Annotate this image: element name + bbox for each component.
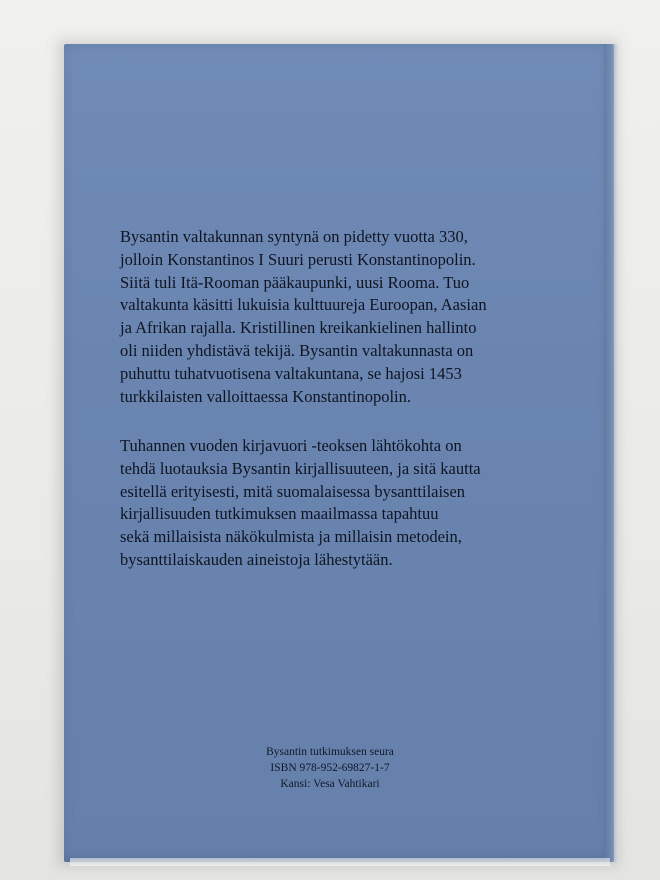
isbn-number: ISBN 978-952-69827-1-7 — [270, 762, 390, 774]
paragraph-line: esitellä erityisesti, mitä suomalaisessa bysanttilaisen — [120, 481, 466, 501]
paragraph-line: tehdä luotauksia Bysantin kirjallisuuteen, ja sitä kautta — [120, 458, 481, 478]
paragraph-line: oli niiden yhdistävä tekijä. Bysantin valtakunnasta on — [120, 340, 474, 360]
paragraph-line: puhuttu tuhatvuotisena valtakuntana, se hajosi 1453 — [120, 363, 462, 383]
paragraph-line: Siitä tuli Itä-Rooman pääkaupunki, uusi Rooma. Tuo — [120, 272, 470, 292]
book-page-edge — [70, 858, 610, 866]
publisher-name: Bysantin tutkimuksen seura — [266, 746, 394, 758]
description-paragraph-2 — [120, 435, 580, 572]
paragraph-line: kirjallisuuden tutkimuksen maailmassa tapahtuu — [120, 504, 439, 524]
description-paragraph-1 — [120, 226, 580, 408]
paragraph-line: bysanttilaiskauden aineistoja lähestytään. — [120, 549, 393, 569]
paragraph-line: Bysantin valtakunnan syntynä on pidetty vuotta 330, — [120, 227, 468, 246]
paragraph-line: sekä millaisista näkökulmista ja millaisin metodein, — [120, 527, 462, 547]
book-spine-edge — [604, 44, 618, 862]
cover-credit: Kansi: Vesa Vahtikari — [280, 778, 380, 790]
cover-footer — [0, 744, 660, 792]
paragraph-line: valtakunta käsitti lukuisia kulttuureja Euroopan, Aasian — [120, 295, 487, 315]
paragraph-line: ja Afrikan rajalla. Kristillinen kreikankielinen hallinto — [120, 318, 477, 338]
paragraph-line: turkkilaisten valloittaessa Konstantinopolin. — [120, 386, 411, 406]
paragraph-line: jolloin Konstantinos I Suuri perusti Konstantinopolin. — [120, 249, 476, 269]
paragraph-line: Tuhannen vuoden kirjavuori -teoksen lähtökohta on — [120, 436, 462, 455]
